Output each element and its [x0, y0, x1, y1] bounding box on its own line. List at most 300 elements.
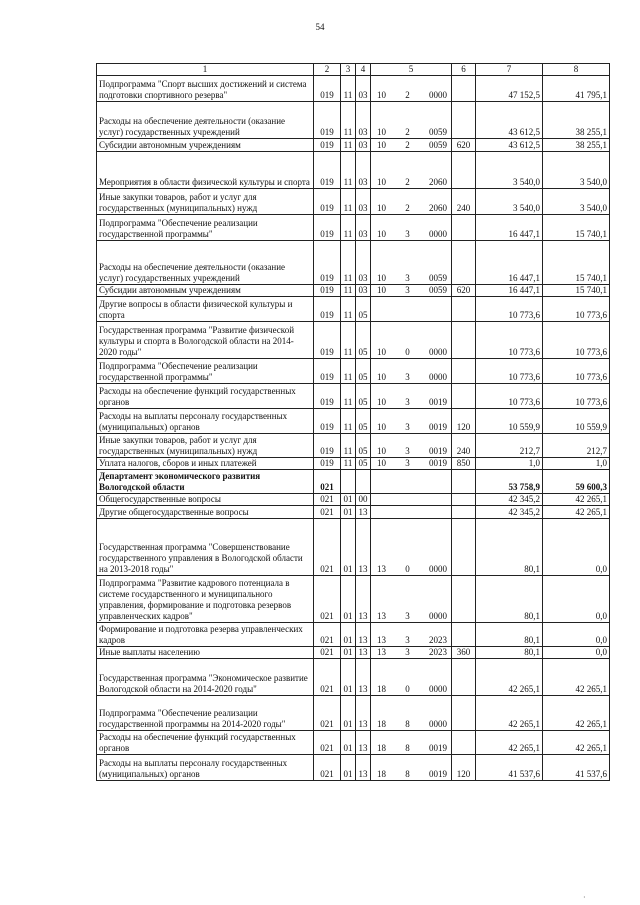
- row-name: Расходы на обеспечение функций государственных органов: [97, 731, 314, 755]
- csr-direction: 0019: [429, 458, 447, 468]
- table-row: [97, 152, 610, 189]
- table-row: [97, 494, 610, 506]
- row-rz: 11: [341, 139, 356, 152]
- csr-subprogram: 0: [405, 684, 410, 694]
- row-vr: 120: [452, 409, 476, 434]
- row-name: Расходы на выплаты персоналу государственных (муниципальных) органов: [97, 409, 314, 434]
- row-pr: 03: [356, 215, 371, 241]
- row-value-year1: 10 773,6: [476, 322, 543, 359]
- col-header-rz: 3: [341, 64, 356, 76]
- row-value-year1: 80,1: [476, 576, 543, 623]
- row-value-year1: 16 447,1: [476, 285, 543, 297]
- row-value-year2: 38 255,1: [543, 139, 610, 152]
- row-gr: 019: [314, 285, 341, 297]
- row-vr: [452, 102, 476, 139]
- row-csr: [371, 470, 452, 494]
- row-pr: 03: [356, 139, 371, 152]
- table-row: [97, 102, 610, 139]
- csr-subprogram: 0: [405, 347, 410, 357]
- csr-direction: 0000: [429, 90, 447, 100]
- col-header-vr: 6: [452, 64, 476, 76]
- row-rz: 01: [341, 755, 356, 781]
- col-header-name: 1: [97, 64, 314, 76]
- row-rz: 01: [341, 731, 356, 755]
- row-rz: 11: [341, 359, 356, 384]
- row-value-year1: 212,7: [476, 434, 543, 458]
- csr-program: 13: [377, 647, 386, 657]
- row-value-year1: 16 447,1: [476, 215, 543, 241]
- csr-subprogram: 3: [405, 372, 410, 382]
- row-value-year2: 15 740,1: [543, 241, 610, 285]
- row-name: Расходы на выплаты персоналу государственных (муниципальных) органов: [97, 755, 314, 781]
- row-rz: 11: [341, 215, 356, 241]
- row-value-year2: 10 773,6: [543, 359, 610, 384]
- col-header-pr: 4: [356, 64, 371, 76]
- row-rz: 11: [341, 76, 356, 102]
- row-pr: 13: [356, 506, 371, 519]
- table-row: [97, 76, 610, 102]
- row-value-year2: 10 773,6: [543, 297, 610, 322]
- row-pr: 05: [356, 384, 371, 409]
- row-rz: 01: [341, 696, 356, 731]
- csr-program: 18: [377, 719, 386, 729]
- row-csr: [371, 359, 452, 384]
- row-name: Расходы на обеспечение деятельности (оказание услуг) государственных учреждений: [97, 241, 314, 285]
- row-pr: 13: [356, 623, 371, 647]
- budget-table: [96, 63, 610, 781]
- csr-program: 10: [377, 285, 386, 295]
- csr-direction: 0000: [429, 684, 447, 694]
- table-row: [97, 647, 610, 659]
- csr-direction: 0059: [429, 285, 447, 295]
- csr-direction: 0059: [429, 127, 447, 137]
- row-gr: 019: [314, 241, 341, 285]
- row-rz: 01: [341, 623, 356, 647]
- row-name: Формирование и подготовка резерва управленческих кадров: [97, 623, 314, 647]
- row-vr: 620: [452, 139, 476, 152]
- csr-direction: 0000: [429, 372, 447, 382]
- csr-subprogram: 8: [405, 743, 410, 753]
- row-vr: [452, 696, 476, 731]
- row-name: Мероприятия в области физической культуры и спорта: [97, 152, 314, 189]
- row-csr: [371, 409, 452, 434]
- row-gr: 019: [314, 152, 341, 189]
- csr-direction: 0000: [429, 719, 447, 729]
- row-value-year2: 15 740,1: [543, 215, 610, 241]
- row-csr: [371, 434, 452, 458]
- row-vr: [452, 322, 476, 359]
- row-value-year1: 42 345,2: [476, 494, 543, 506]
- row-pr: [356, 470, 371, 494]
- row-csr: [371, 384, 452, 409]
- csr-subprogram: 3: [405, 635, 410, 645]
- csr-subprogram: 8: [405, 769, 410, 779]
- row-vr: 240: [452, 189, 476, 215]
- csr-direction: 0000: [429, 229, 447, 239]
- csr-direction: 0059: [429, 273, 447, 283]
- row-vr: [452, 494, 476, 506]
- row-csr: [371, 241, 452, 285]
- row-gr: 021: [314, 623, 341, 647]
- row-csr: [371, 102, 452, 139]
- row-value-year1: 41 537,6: [476, 755, 543, 781]
- row-value-year1: 10 773,6: [476, 297, 543, 322]
- row-value-year2: 3 540,0: [543, 152, 610, 189]
- row-csr: [371, 215, 452, 241]
- row-gr: 021: [314, 659, 341, 696]
- csr-program: 10: [377, 422, 386, 432]
- csr-program: 18: [377, 684, 386, 694]
- row-vr: [452, 215, 476, 241]
- row-vr: [452, 297, 476, 322]
- csr-program: 10: [377, 90, 386, 100]
- row-pr: 03: [356, 152, 371, 189]
- row-pr: 03: [356, 241, 371, 285]
- csr-program: 10: [377, 140, 386, 150]
- row-gr: 021: [314, 470, 341, 494]
- row-vr: [452, 359, 476, 384]
- row-name: Субсидии автономным учреждениям: [97, 285, 314, 297]
- row-value-year2: 59 600,3: [543, 470, 610, 494]
- row-gr: 021: [314, 576, 341, 623]
- table-row: [97, 755, 610, 781]
- row-value-year1: 42 265,1: [476, 659, 543, 696]
- row-value-year2: 0,0: [543, 519, 610, 576]
- csr-direction: 0000: [429, 564, 447, 574]
- csr-direction: 2060: [429, 203, 447, 213]
- row-csr: [371, 519, 452, 576]
- csr-subprogram: 2: [405, 140, 410, 150]
- row-name: Подпрограмма "Обеспечение реализации государственной программы на 2014-2020 годы": [97, 696, 314, 731]
- table-row: [97, 139, 610, 152]
- row-gr: 021: [314, 696, 341, 731]
- row-rz: 01: [341, 647, 356, 659]
- row-value-year2: 42 265,1: [543, 731, 610, 755]
- csr-direction: 0019: [429, 769, 447, 779]
- row-name: Государственная программа "Совершенствование государственного управления в Вологодской области на 2013-2018 годы": [97, 519, 314, 576]
- row-rz: 11: [341, 152, 356, 189]
- row-csr: [371, 755, 452, 781]
- row-rz: 01: [341, 494, 356, 506]
- csr-subprogram: 2: [405, 177, 410, 187]
- csr-program: 10: [377, 203, 386, 213]
- row-value-year2: 3 540,0: [543, 189, 610, 215]
- table-row: [97, 434, 610, 458]
- csr-program: 13: [377, 564, 386, 574]
- row-value-year1: 3 540,0: [476, 152, 543, 189]
- row-csr: [371, 506, 452, 519]
- row-csr: [371, 458, 452, 470]
- csr-program: 10: [377, 273, 386, 283]
- csr-subprogram: 3: [405, 273, 410, 283]
- row-value-year2: 15 740,1: [543, 285, 610, 297]
- row-name: Другие вопросы в области физической культуры и спорта: [97, 297, 314, 322]
- row-value-year1: 10 773,6: [476, 359, 543, 384]
- table-row: [97, 506, 610, 519]
- row-value-year1: 80,1: [476, 647, 543, 659]
- row-gr: 019: [314, 359, 341, 384]
- row-gr: 019: [314, 384, 341, 409]
- row-pr: 13: [356, 696, 371, 731]
- row-name: Государственная программа "Экономическое развитие Вологодской области на 2014-2020 годы": [97, 659, 314, 696]
- row-gr: 021: [314, 494, 341, 506]
- row-csr: [371, 623, 452, 647]
- row-rz: 11: [341, 189, 356, 215]
- row-vr: [452, 623, 476, 647]
- row-value-year2: 0,0: [543, 623, 610, 647]
- csr-subprogram: 3: [405, 647, 410, 657]
- row-value-year2: 42 265,1: [543, 696, 610, 731]
- row-pr: 13: [356, 755, 371, 781]
- row-value-year1: 42 265,1: [476, 731, 543, 755]
- row-value-year2: 1,0: [543, 458, 610, 470]
- row-name: Общегосударственные вопросы: [97, 494, 314, 506]
- row-value-year2: 0,0: [543, 647, 610, 659]
- table-row: [97, 519, 610, 576]
- row-gr: 021: [314, 755, 341, 781]
- row-pr: 13: [356, 519, 371, 576]
- row-value-year2: 10 773,6: [543, 384, 610, 409]
- row-pr: 03: [356, 102, 371, 139]
- row-value-year1: 47 152,5: [476, 76, 543, 102]
- row-csr: [371, 285, 452, 297]
- csr-direction: 2060: [429, 177, 447, 187]
- row-pr: 03: [356, 76, 371, 102]
- csr-program: 18: [377, 769, 386, 779]
- row-value-year1: 10 773,6: [476, 384, 543, 409]
- row-rz: 11: [341, 241, 356, 285]
- csr-subprogram: 2: [405, 127, 410, 137]
- row-pr: 03: [356, 189, 371, 215]
- row-vr: [452, 731, 476, 755]
- row-csr: [371, 76, 452, 102]
- row-gr: 019: [314, 458, 341, 470]
- row-rz: 11: [341, 297, 356, 322]
- row-pr: 13: [356, 647, 371, 659]
- csr-program: 18: [377, 743, 386, 753]
- corner-mark: ·: [583, 893, 586, 902]
- row-rz: 11: [341, 322, 356, 359]
- csr-program: 10: [377, 229, 386, 239]
- row-name: Подпрограмма "Обеспечение реализации государственной программы": [97, 359, 314, 384]
- row-gr: 021: [314, 647, 341, 659]
- csr-subprogram: 2: [405, 90, 410, 100]
- csr-program: 10: [377, 458, 386, 468]
- row-name: Иные закупки товаров, работ и услуг для государственных (муниципальных) нужд: [97, 434, 314, 458]
- row-csr: [371, 494, 452, 506]
- row-value-year2: 41 795,1: [543, 76, 610, 102]
- row-vr: 360: [452, 647, 476, 659]
- row-value-year1: 43 612,5: [476, 139, 543, 152]
- csr-program: 13: [377, 635, 386, 645]
- row-rz: 11: [341, 285, 356, 297]
- row-value-year2: 0,0: [543, 576, 610, 623]
- csr-program: 10: [377, 372, 386, 382]
- row-vr: [452, 241, 476, 285]
- csr-direction: 0059: [429, 140, 447, 150]
- row-vr: 850: [452, 458, 476, 470]
- row-csr: [371, 139, 452, 152]
- col-header-csr: 5: [371, 64, 452, 76]
- row-value-year2: 10 559,9: [543, 409, 610, 434]
- col-header-gr: 2: [314, 64, 341, 76]
- csr-subprogram: 3: [405, 611, 410, 621]
- row-pr: 05: [356, 322, 371, 359]
- row-value-year1: 53 758,9: [476, 470, 543, 494]
- row-name: Расходы на обеспечение деятельности (оказание услуг) государственных учреждений: [97, 102, 314, 139]
- csr-direction: 2023: [429, 647, 447, 657]
- row-csr: [371, 731, 452, 755]
- table-row: [97, 297, 610, 322]
- row-value-year2: 42 265,1: [543, 494, 610, 506]
- csr-subprogram: 0: [405, 564, 410, 574]
- csr-program: 10: [377, 127, 386, 137]
- row-value-year2: 41 537,6: [543, 755, 610, 781]
- row-name: Подпрограмма "Спорт высших достижений и система подготовки спортивного резерва": [97, 76, 314, 102]
- table-row: [97, 576, 610, 623]
- row-rz: 11: [341, 409, 356, 434]
- table-row: [97, 731, 610, 755]
- row-vr: [452, 576, 476, 623]
- csr-program: 10: [377, 347, 386, 357]
- row-value-year2: 42 265,1: [543, 506, 610, 519]
- row-vr: [452, 519, 476, 576]
- row-vr: 120: [452, 755, 476, 781]
- table-body: [97, 76, 610, 781]
- csr-direction: 0019: [429, 397, 447, 407]
- row-name: Департамент экономического развития Вологодской области: [97, 470, 314, 494]
- csr-program: 13: [377, 611, 386, 621]
- row-vr: 620: [452, 285, 476, 297]
- table-row: [97, 285, 610, 297]
- row-gr: 019: [314, 76, 341, 102]
- header-row: [97, 64, 610, 76]
- row-pr: 05: [356, 458, 371, 470]
- csr-direction: 0019: [429, 743, 447, 753]
- row-vr: [452, 76, 476, 102]
- row-name: Государственная программа "Развитие физической культуры и спорта в Вологодской области на 2014-2020 годы": [97, 322, 314, 359]
- table-row: [97, 322, 610, 359]
- row-name: Подпрограмма "Обеспечение реализации государственной программы": [97, 215, 314, 241]
- row-value-year1: 10 559,9: [476, 409, 543, 434]
- page-number: 54: [315, 22, 325, 32]
- csr-subprogram: 3: [405, 446, 410, 456]
- table-row: [97, 409, 610, 434]
- row-name: Субсидии автономным учреждениям: [97, 139, 314, 152]
- row-gr: 019: [314, 322, 341, 359]
- row-gr: 019: [314, 215, 341, 241]
- csr-subprogram: 3: [405, 229, 410, 239]
- row-gr: 019: [314, 434, 341, 458]
- col-header-year1: 7: [476, 64, 543, 76]
- csr-subprogram: 2: [405, 203, 410, 213]
- csr-direction: 0000: [429, 611, 447, 621]
- row-name: Другие общегосударственные вопросы: [97, 506, 314, 519]
- row-csr: [371, 696, 452, 731]
- csr-program: 10: [377, 177, 386, 187]
- row-pr: 13: [356, 659, 371, 696]
- csr-direction: 0019: [429, 422, 447, 432]
- table-row: [97, 623, 610, 647]
- csr-program: 10: [377, 446, 386, 456]
- row-gr: 021: [314, 731, 341, 755]
- table-row: [97, 215, 610, 241]
- row-rz: 11: [341, 384, 356, 409]
- row-rz: 11: [341, 102, 356, 139]
- row-vr: [452, 470, 476, 494]
- csr-direction: 0000: [429, 347, 447, 357]
- row-value-year2: 38 255,1: [543, 102, 610, 139]
- row-csr: [371, 659, 452, 696]
- row-rz: 01: [341, 659, 356, 696]
- row-pr: 03: [356, 285, 371, 297]
- row-name: Иные выплаты населению: [97, 647, 314, 659]
- row-gr: 021: [314, 519, 341, 576]
- row-value-year2: 212,7: [543, 434, 610, 458]
- row-value-year2: 42 265,1: [543, 659, 610, 696]
- row-vr: [452, 384, 476, 409]
- row-csr: [371, 152, 452, 189]
- row-value-year1: 80,1: [476, 623, 543, 647]
- row-vr: 240: [452, 434, 476, 458]
- table-row: [97, 359, 610, 384]
- row-csr: [371, 297, 452, 322]
- row-value-year1: 16 447,1: [476, 241, 543, 285]
- row-pr: 00: [356, 494, 371, 506]
- row-csr: [371, 576, 452, 623]
- row-vr: [452, 506, 476, 519]
- row-vr: [452, 659, 476, 696]
- row-name: Расходы на обеспечение функций государственных органов: [97, 384, 314, 409]
- csr-subprogram: 3: [405, 285, 410, 295]
- csr-subprogram: 3: [405, 397, 410, 407]
- table-row: [97, 458, 610, 470]
- row-value-year1: 42 345,2: [476, 506, 543, 519]
- table-row: [97, 470, 610, 494]
- row-rz: 11: [341, 434, 356, 458]
- row-gr: 019: [314, 102, 341, 139]
- table-row: [97, 696, 610, 731]
- row-pr: 05: [356, 359, 371, 384]
- row-pr: 13: [356, 576, 371, 623]
- table-row: [97, 189, 610, 215]
- row-vr: [452, 152, 476, 189]
- row-value-year1: 1,0: [476, 458, 543, 470]
- row-pr: 05: [356, 297, 371, 322]
- row-gr: 019: [314, 189, 341, 215]
- csr-subprogram: 3: [405, 458, 410, 468]
- row-value-year2: 10 773,6: [543, 322, 610, 359]
- table-row: [97, 241, 610, 285]
- row-gr: 019: [314, 139, 341, 152]
- table-row: [97, 384, 610, 409]
- row-gr: 021: [314, 506, 341, 519]
- row-name: Уплата налогов, сборов и иных платежей: [97, 458, 314, 470]
- row-value-year1: 43 612,5: [476, 102, 543, 139]
- row-csr: [371, 647, 452, 659]
- row-rz: 01: [341, 506, 356, 519]
- row-value-year1: 80,1: [476, 519, 543, 576]
- row-rz: 01: [341, 519, 356, 576]
- csr-direction: 2023: [429, 635, 447, 645]
- table-row: [97, 659, 610, 696]
- row-name: Иные закупки товаров, работ и услуг для государственных (муниципальных) нужд: [97, 189, 314, 215]
- row-value-year1: 42 265,1: [476, 696, 543, 731]
- csr-subprogram: 3: [405, 422, 410, 432]
- row-csr: [371, 189, 452, 215]
- row-pr: 05: [356, 434, 371, 458]
- row-name: Подпрограмма "Развитие кадрового потенциала в системе государственного и муниципального управления, формирование и подготовка резервов управленческих кадров": [97, 576, 314, 623]
